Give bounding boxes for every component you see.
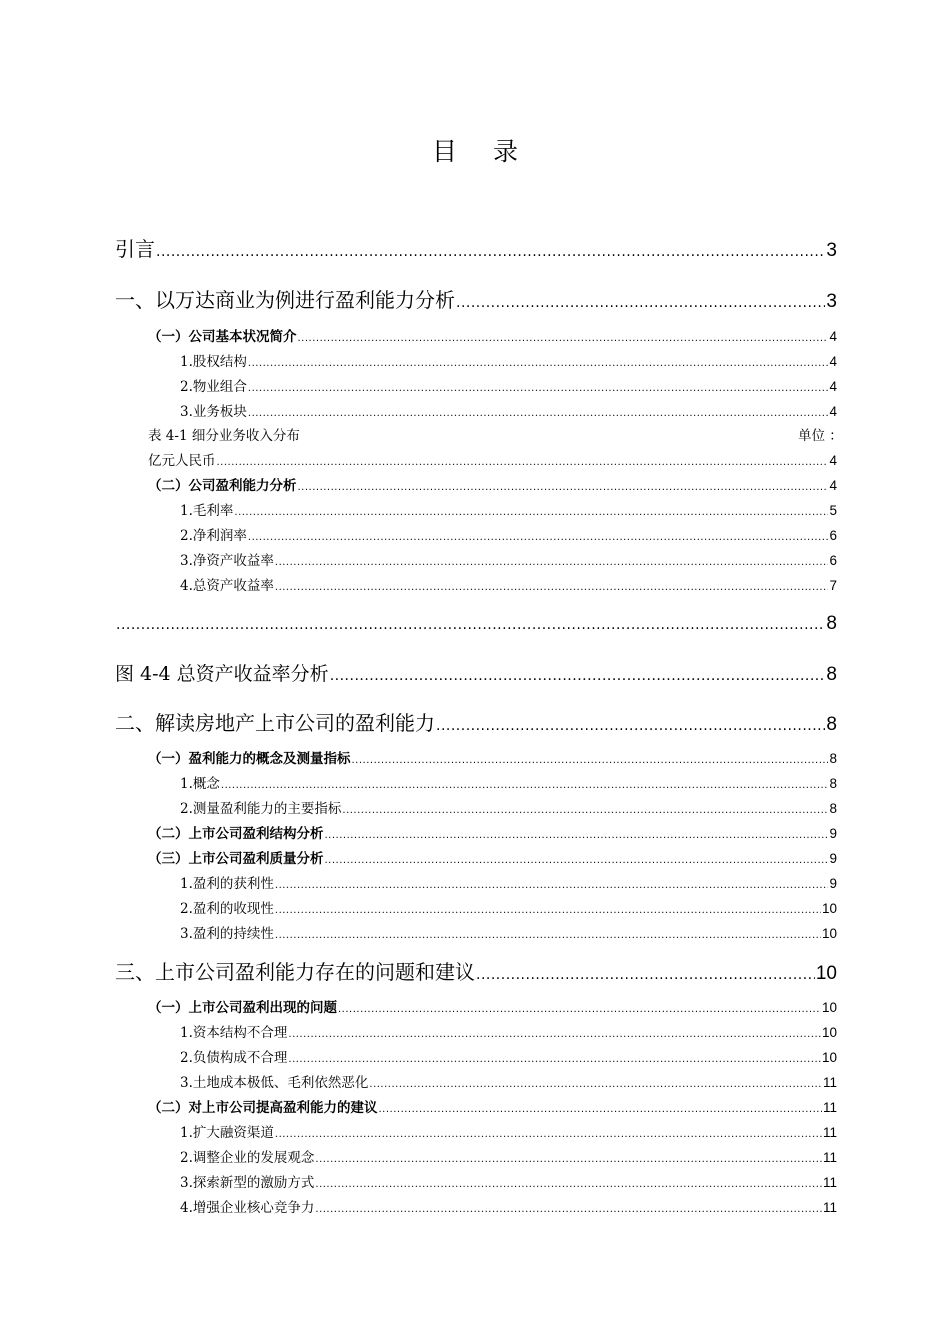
toc-entry-label: 1.毛利率 (180, 503, 234, 519)
toc-entry[interactable] (180, 924, 837, 944)
toc-entry-label: 3.土地成本极低、毛利依然恶化 (180, 1075, 369, 1091)
toc-leader-dots (288, 1025, 821, 1045)
toc-entry-label: 4.增强企业核心竞争力 (180, 1200, 315, 1216)
toc-entry-page: 11 (822, 1125, 837, 1140)
toc-leader-dots (315, 1150, 822, 1170)
toc-entry-label: （一）盈利能力的概念及测量指标 (148, 751, 351, 767)
toc-entry-label: （一）公司基本状况简介 (148, 329, 297, 345)
toc-entry-label: 1.概念 (180, 776, 220, 792)
toc-entry-label: （三）上市公司盈利质量分析 (148, 851, 324, 867)
toc-entry[interactable] (180, 551, 837, 571)
toc-entry[interactable] (115, 610, 837, 638)
toc-entry[interactable] (115, 958, 837, 986)
toc-entry[interactable] (148, 749, 837, 769)
toc-entry[interactable] (148, 998, 837, 1018)
toc-leader-dots (342, 801, 828, 821)
toc-entry[interactable] (148, 451, 837, 471)
toc-leader-dots (248, 528, 829, 548)
toc-entry-label: 二、解读房地产上市公司的盈利能力 (115, 711, 435, 735)
toc-entry-label: 3.业务板块 (180, 404, 247, 420)
toc-entry[interactable] (180, 1073, 837, 1093)
toc-entry-label: 1.扩大融资渠道 (180, 1125, 274, 1141)
toc-entry-label: 2.物业组合 (180, 379, 247, 395)
toc-entry-page: 10 (821, 1000, 837, 1015)
toc-entry-page: 4 (829, 453, 837, 468)
toc-entry[interactable] (180, 1148, 837, 1168)
toc-leader-dots (221, 776, 829, 796)
toc-entry-label: 1.盈利的获利性 (180, 876, 274, 892)
toc-leader-dots (248, 404, 829, 424)
toc-leader-dots (275, 1125, 822, 1145)
toc-entry-label: （二）对上市公司提高盈利能力的建议 (148, 1100, 378, 1116)
toc-entry-label: 引言 (115, 237, 155, 261)
toc-entry[interactable] (148, 327, 837, 347)
toc-leader-dots (325, 826, 829, 846)
toc-entry[interactable] (148, 476, 837, 496)
toc-entry-page: 11 (822, 1075, 837, 1090)
toc-entry-page: 4 (829, 329, 837, 344)
toc-leader-dots (315, 1175, 822, 1195)
toc-entry[interactable] (180, 377, 837, 397)
toc-entry[interactable] (180, 526, 837, 546)
toc-entry[interactable] (180, 1198, 837, 1218)
toc-entry[interactable] (180, 1123, 837, 1143)
toc-entry-page: 9 (829, 826, 837, 841)
toc-entry-page: 10 (821, 1025, 837, 1040)
toc-entry-page: 6 (829, 553, 837, 568)
toc-entry-label: 图 4-4 总资产收益率分析 (115, 663, 329, 685)
toc-entry-label: 3.盈利的持续性 (180, 926, 274, 942)
toc-entry-page: 10 (821, 926, 837, 941)
toc-entry[interactable] (115, 286, 837, 314)
toc-entry[interactable] (180, 576, 837, 596)
toc-entry[interactable] (180, 501, 837, 521)
toc-entry[interactable] (148, 849, 837, 869)
toc-entry-page: 8 (826, 714, 837, 735)
toc-entry-page: 11 (822, 1100, 837, 1115)
toc-entry-page: 4 (829, 379, 837, 394)
toc-leader-dots (116, 611, 825, 639)
toc-entry-page: 4 (829, 354, 837, 369)
toc-entry-page: 3 (826, 240, 837, 261)
toc-entry[interactable] (115, 660, 837, 688)
toc-leader-dots (275, 578, 829, 598)
toc-entry-label: 一、以万达商业为例进行盈利能力分析 (115, 288, 455, 312)
toc-leader-dots (369, 1075, 822, 1095)
toc-leader-dots (298, 478, 829, 498)
toc-entry-label: 亿元人民币 (148, 453, 216, 469)
toc-entry-label: 3.净资产收益率 (180, 553, 274, 569)
toc-entry[interactable] (148, 1098, 837, 1118)
toc-leader-dots (338, 1000, 821, 1020)
toc-entry-page: 11 (822, 1200, 837, 1215)
toc-entry-label: 1.股权结构 (180, 354, 247, 370)
toc-leader-dots (217, 453, 829, 473)
toc-leader-dots (275, 876, 829, 896)
toc-entry-page: 4 (829, 478, 837, 493)
toc-entry-page: 9 (829, 851, 837, 866)
toc-entry-page: 7 (829, 578, 837, 593)
toc-leader-dots (298, 329, 829, 349)
toc-entry-page: 8 (829, 801, 837, 816)
table-caption-left: 表 4-1 细分业务收入分布 (148, 428, 300, 444)
toc-entry-page: 9 (829, 876, 837, 891)
toc-leader-dots (476, 961, 815, 989)
toc-entry-label: （二）公司盈利能力分析 (148, 478, 297, 494)
toc-entry-page: 10 (821, 1050, 837, 1065)
toc-entry[interactable] (180, 874, 837, 894)
toc-entry-label: （一）上市公司盈利出现的问题 (148, 1000, 337, 1016)
toc-leader-dots (352, 751, 829, 771)
toc-entry[interactable] (180, 1023, 837, 1043)
toc-entry[interactable] (180, 899, 837, 919)
toc-entry-page: 4 (829, 404, 837, 419)
toc-entry-page: 3 (826, 291, 837, 312)
toc-entry[interactable] (180, 1048, 837, 1068)
toc-leader-dots (325, 851, 829, 871)
toc-leader-dots (156, 238, 825, 266)
toc-entry-label: 三、上市公司盈利能力存在的问题和建议 (115, 960, 475, 984)
toc-leader-dots (330, 662, 826, 690)
toc-entry[interactable] (180, 352, 837, 372)
toc-entry-label: 2.调整企业的发展观念 (180, 1150, 315, 1166)
toc-leader-dots (275, 901, 821, 921)
toc-entry-label: 2.负债构成不合理 (180, 1050, 288, 1066)
toc-entry-page: 8 (829, 751, 837, 766)
toc-entry-page: 10 (815, 963, 837, 984)
toc-entry-label: （二）上市公司盈利结构分析 (148, 826, 324, 842)
toc-entry-page: 11 (822, 1150, 837, 1165)
toc-leader-dots (234, 503, 828, 523)
toc-entry[interactable] (180, 774, 837, 794)
toc-leader-dots (288, 1050, 821, 1070)
toc-entry[interactable] (148, 824, 837, 844)
toc-leader-dots (456, 289, 825, 317)
toc-leader-dots (248, 379, 829, 399)
toc-entry-page: 6 (829, 528, 837, 543)
toc-entry[interactable] (115, 235, 837, 263)
toc-entry-page: 11 (822, 1175, 837, 1190)
toc-leader-dots (436, 712, 825, 740)
toc-leader-dots (275, 553, 829, 573)
toc-entry-page: 5 (829, 503, 837, 518)
toc-entry-page: 8 (829, 776, 837, 791)
toc-entry-page: 10 (821, 901, 837, 916)
toc-entry-page: 8 (826, 613, 837, 634)
toc-entry-label: 3.探索新型的激励方式 (180, 1175, 315, 1191)
toc-entry-label: 4.总资产收益率 (180, 578, 274, 594)
toc-entry-page: 8 (826, 664, 837, 685)
page-title: 目 录 (432, 137, 532, 166)
toc-leader-dots (315, 1200, 822, 1220)
toc-entry-label: 1.资本结构不合理 (180, 1025, 288, 1041)
toc-entry-label: 2.测量盈利能力的主要指标 (180, 801, 342, 817)
toc-entry-label: 2.净利润率 (180, 528, 247, 544)
toc-entry[interactable] (180, 402, 837, 422)
toc-entry[interactable] (180, 799, 837, 819)
toc-entry-label: 2.盈利的收现性 (180, 901, 274, 917)
toc-entry[interactable] (180, 1173, 837, 1193)
toc-leader-dots (275, 926, 821, 946)
toc-leader-dots (379, 1100, 822, 1120)
toc-entry[interactable] (115, 709, 837, 737)
toc-leader-dots (248, 354, 829, 374)
table-caption-right: 单位 ： (798, 428, 843, 444)
